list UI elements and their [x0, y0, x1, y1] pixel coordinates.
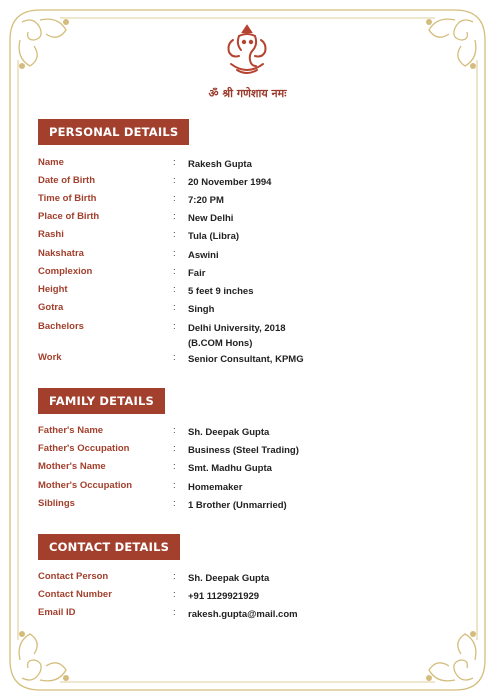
row-value: +91 1129921929 [188, 591, 260, 602]
row-value: 1 Brother (Unmarried) [188, 500, 287, 511]
row-label: Father's Name [38, 425, 104, 436]
personal-details-title: PERSONAL DETAILS [38, 119, 189, 145]
row-value: 5 feet 9 inches [188, 286, 254, 297]
row-label: Mother's Occupation [38, 480, 133, 491]
row-value: Singh [188, 304, 215, 315]
colon: : [173, 229, 176, 240]
colon: : [173, 425, 176, 436]
colon: : [173, 607, 176, 618]
row-label: Rashi [38, 229, 64, 240]
mantra-text: ॐ श्री गणेशाय नमः [208, 87, 287, 100]
row-value-line2: (B.COM Hons) [188, 338, 253, 349]
colon: : [173, 193, 176, 204]
family-details-title: FAMILY DETAILS [38, 388, 165, 414]
row-label: Father's Occupation [38, 443, 130, 454]
colon: : [173, 211, 176, 222]
colon: : [173, 589, 176, 600]
row-label: Gotra [38, 302, 64, 313]
row-label: Work [38, 352, 62, 363]
row-label: Mother's Name [38, 461, 106, 472]
colon: : [173, 175, 176, 186]
row-value: Sh. Deepak Gupta [188, 573, 270, 584]
row-value: Homemaker [188, 482, 243, 493]
row-label: Complexion [38, 266, 93, 277]
row-value: 7:20 PM [188, 195, 224, 206]
row-label: Name [38, 157, 64, 168]
row-value: Senior Consultant, KPMG [188, 354, 304, 365]
colon: : [173, 498, 176, 509]
colon: : [173, 571, 176, 582]
row-label: Contact Person [38, 571, 109, 582]
row-value [188, 321, 286, 351]
contact-details-title: CONTACT DETAILS [38, 534, 180, 560]
row-label: Email ID [38, 607, 76, 618]
colon: : [173, 480, 176, 491]
ganesha-icon [223, 22, 271, 78]
row-label: Height [38, 284, 68, 295]
row-label: Place of Birth [38, 211, 100, 222]
colon: : [173, 284, 176, 295]
row-label: Date of Birth [38, 175, 95, 186]
row-label: Contact Number [38, 589, 112, 600]
row-value: Aswini [188, 250, 219, 261]
colon: : [173, 302, 176, 313]
colon: : [173, 352, 176, 363]
colon: : [173, 443, 176, 454]
row-value: 20 November 1994 [188, 177, 272, 188]
colon: : [173, 157, 176, 168]
colon: : [173, 266, 176, 277]
row-value-line1: Delhi University, 2018 [188, 323, 286, 334]
row-value: New Delhi [188, 213, 234, 224]
colon: : [173, 321, 176, 332]
row-value: rakesh.gupta@mail.com [188, 609, 298, 620]
row-value: Smt. Madhu Gupta [188, 463, 272, 474]
colon: : [173, 248, 176, 259]
row-value: Sh. Deepak Gupta [188, 427, 270, 438]
row-value: Rakesh Gupta [188, 159, 252, 170]
row-label: Siblings [38, 498, 75, 509]
row-value: Business (Steel Trading) [188, 445, 299, 456]
row-value: Tula (Libra) [188, 231, 240, 242]
row-label: Bachelors [38, 321, 84, 332]
colon: : [173, 461, 176, 472]
row-label: Time of Birth [38, 193, 97, 204]
row-value: Fair [188, 268, 206, 279]
row-label: Nakshatra [38, 248, 84, 259]
